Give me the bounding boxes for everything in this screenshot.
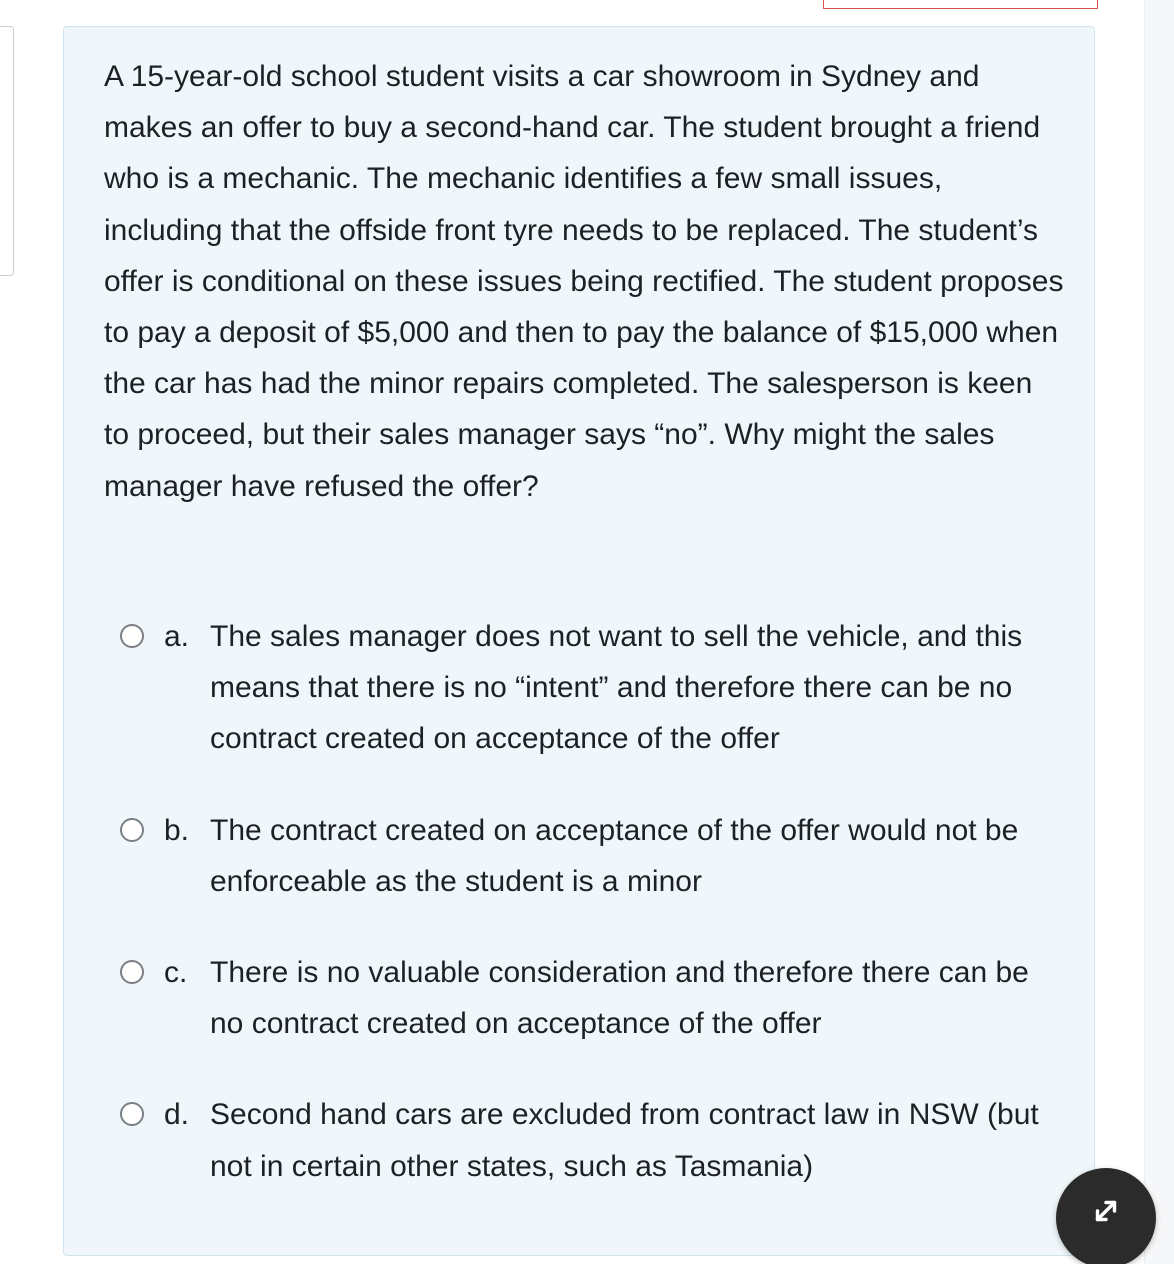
answer-letter-d: d. (164, 1098, 190, 1132)
top-outlined-box (823, 0, 1098, 9)
left-panel-edge (0, 26, 14, 276)
answer-text-d[interactable]: Second hand cars are excluded from contract law in NSW (but not in certain other states, such as Tasmania) (210, 1098, 1039, 1183)
answer-letter-a: a. (164, 620, 190, 653)
answer-text-a[interactable]: The sales manager does not want to sell the vehicle, and this means that there is no “intent” and therefore there can be no contract created on acceptance of the offer (210, 620, 1023, 756)
expand-button[interactable] (1056, 1168, 1156, 1264)
answer-option-a[interactable] (120, 611, 1060, 765)
answer-letter-c: c. (164, 956, 188, 990)
question-card (63, 26, 1095, 1256)
answer-text-b[interactable]: The contract created on acceptance of the offer would not be enforceable as the student is a minor (210, 813, 1019, 898)
answer-list (120, 611, 1060, 1232)
radio-option-c[interactable] (120, 960, 144, 984)
right-scroll-strip (1144, 0, 1174, 1264)
answer-option-b[interactable] (120, 805, 1060, 907)
answer-text-c[interactable]: There is no valuable consideration and therefore there can be no contract created on acceptance of the offer (210, 956, 1029, 1041)
radio-option-b[interactable] (120, 818, 144, 842)
answer-option-c[interactable] (120, 947, 1060, 1049)
question-text: A 15-year-old school student visits a car showroom in Sydney and makes an offer to buy a second-hand car. The student brought a friend who is a mechanic. The mechanic identifies a few small issues, including that the offside front tyre needs to be replaced. The student’s offer is conditional on these issues being rectified. The student proposes to pay a deposit of $5,000 and then to pay the balance of $15,000 when the car has had the minor repairs completed. The salesperson is keen to proceed, but their sales manager says “no”. Why might the sales manager have refused the offer? (104, 60, 1064, 503)
answer-letter-b: b. (164, 813, 190, 847)
expand-arrows-icon (1089, 1194, 1123, 1228)
radio-option-a[interactable] (120, 624, 144, 648)
radio-option-d[interactable] (120, 1102, 144, 1126)
answer-option-d[interactable] (120, 1089, 1060, 1191)
